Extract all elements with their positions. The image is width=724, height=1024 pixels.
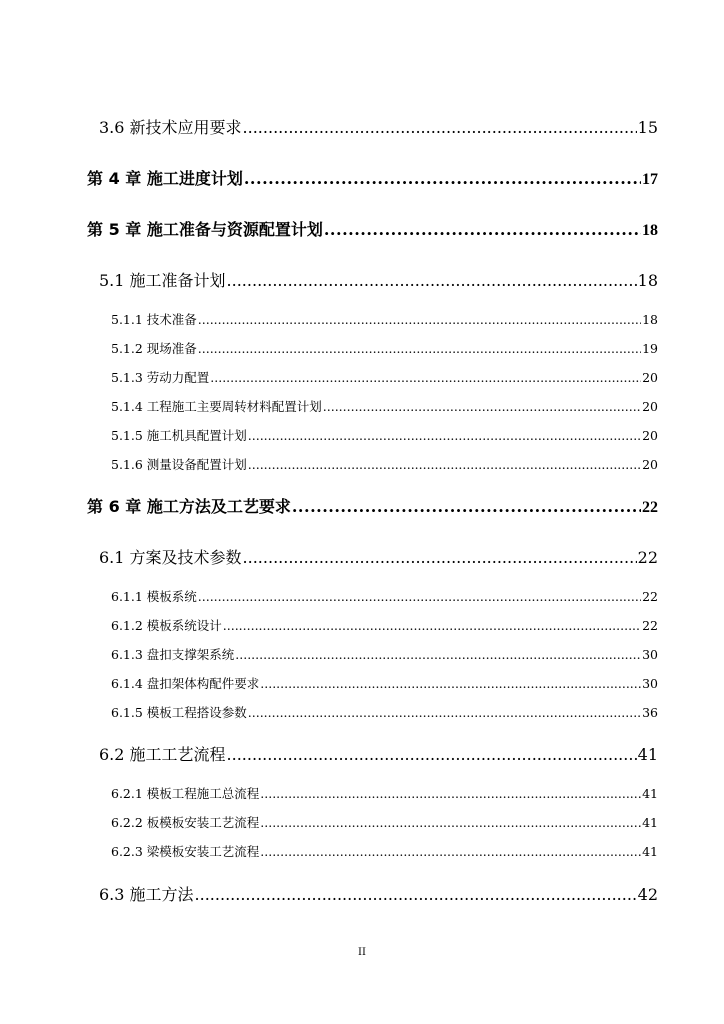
toc-entry-title: 5.1.3 劳动力配置 — [111, 370, 210, 385]
toc-chapter-entry[interactable] — [87, 166, 658, 189]
dot-leader — [223, 618, 641, 633]
page-number-footer: II — [358, 947, 366, 958]
toc-subentry[interactable] — [111, 842, 658, 860]
toc-entry-title: 6.2.1 模板工程施工总流程 — [111, 786, 260, 801]
dot-leader — [260, 676, 641, 691]
toc-entry-title: 第 6 章 施工方法及工艺要求 — [87, 497, 291, 516]
toc-entry-title: 3.6 新技术应用要求 — [99, 118, 242, 137]
toc-entry-title: 6.1.5 模板工程搭设参数 — [111, 705, 247, 720]
dot-leader — [260, 786, 641, 801]
toc-entry-title: 5.1.5 施工机具配置计划 — [111, 428, 247, 443]
dot-leader — [292, 497, 641, 516]
toc-entry-page: 30 — [642, 647, 658, 662]
dot-leader — [198, 589, 641, 604]
toc-entry-page: 36 — [642, 705, 658, 720]
toc-entry-page: 17 — [642, 171, 658, 188]
toc-entry-page: 18 — [642, 312, 658, 327]
dot-leader — [248, 705, 641, 720]
dot-leader — [248, 428, 641, 443]
dot-leader — [235, 647, 641, 662]
toc-subentry[interactable] — [111, 368, 658, 386]
toc-entry-title: 5.1.6 测量设备配置计划 — [111, 457, 247, 472]
dot-leader — [227, 745, 637, 764]
toc-entry-page: 22 — [642, 589, 658, 604]
dot-leader — [260, 815, 641, 830]
toc-entry-title: 6.1.3 盘扣支撑架系统 — [111, 647, 235, 662]
toc-entry-title: 5.1.4 工程施工主要周转材料配置计划 — [111, 399, 322, 414]
toc-chapter-entry[interactable] — [87, 494, 658, 517]
toc-subentry[interactable] — [111, 674, 658, 692]
dot-leader — [260, 844, 641, 859]
toc-subentry[interactable] — [111, 813, 658, 831]
toc-entry[interactable] — [99, 882, 658, 905]
dot-leader — [210, 370, 641, 385]
toc-subentry[interactable] — [111, 397, 658, 415]
toc-entry-page: 19 — [642, 341, 658, 356]
toc-entry-title: 6.2 施工工艺流程 — [99, 745, 226, 764]
toc-entry-page: 20 — [642, 370, 658, 385]
toc-entry-title: 第 5 章 施工准备与资源配置计划 — [87, 220, 323, 239]
toc-entry-title: 5.1.1 技术准备 — [111, 312, 197, 327]
dot-leader — [324, 220, 641, 239]
toc-entry-title: 6.1 方案及技术参数 — [99, 548, 242, 567]
toc-subentry[interactable] — [111, 310, 658, 328]
toc-entry-page: 41 — [642, 786, 658, 801]
toc-entry-title: 5.1 施工准备计划 — [99, 271, 226, 290]
toc-subentry[interactable] — [111, 616, 658, 634]
toc-entry-page: 20 — [642, 399, 658, 414]
dot-leader — [198, 341, 641, 356]
toc-subentry[interactable] — [111, 784, 658, 802]
toc-subentry[interactable] — [111, 645, 658, 663]
toc-entry[interactable] — [99, 545, 658, 568]
toc-entry-page: 18 — [637, 271, 658, 290]
toc-entry-title: 6.3 施工方法 — [99, 885, 194, 904]
toc-entry-page: 22 — [642, 499, 658, 516]
toc-entry-page: 20 — [642, 428, 658, 443]
toc-entry-title: 6.1.2 模板系统设计 — [111, 618, 222, 633]
toc-entry-title: 第 4 章 施工进度计划 — [87, 169, 243, 188]
toc-subentry[interactable] — [111, 339, 658, 357]
toc-entry-page: 30 — [642, 676, 658, 691]
toc-entry-page: 18 — [642, 222, 658, 239]
toc-entry-title: 6.2.3 梁模板安装工艺流程 — [111, 844, 260, 859]
toc-entry-title: 6.2.2 板模板安装工艺流程 — [111, 815, 260, 830]
dot-leader — [198, 312, 641, 327]
toc-entry-page: 42 — [637, 885, 658, 904]
toc-subentry[interactable] — [111, 455, 658, 473]
dot-leader — [248, 457, 641, 472]
dot-leader — [243, 118, 637, 137]
toc-entry-page: 41 — [642, 815, 658, 830]
toc-entry-page: 41 — [637, 745, 658, 764]
dot-leader — [243, 548, 637, 567]
toc-subentry[interactable] — [111, 426, 658, 444]
dot-leader — [195, 885, 637, 904]
dot-leader — [323, 399, 641, 414]
toc-entry-page: 20 — [642, 457, 658, 472]
toc-entry[interactable] — [99, 742, 658, 765]
toc-entry-title: 6.1.4 盘扣架体构配件要求 — [111, 676, 260, 691]
toc-entry-page: 22 — [637, 548, 658, 567]
toc-entry-title: 5.1.2 现场准备 — [111, 341, 197, 356]
toc-entry-page: 41 — [642, 844, 658, 859]
toc-entry[interactable] — [99, 115, 658, 138]
toc-entry-page: 22 — [642, 618, 658, 633]
toc-subentry[interactable] — [111, 703, 658, 721]
toc-entry-title: 6.1.1 模板系统 — [111, 589, 197, 604]
dot-leader — [244, 169, 641, 188]
toc-entry-page: 15 — [637, 118, 658, 137]
toc-subentry[interactable] — [111, 587, 658, 605]
toc-chapter-entry[interactable] — [87, 217, 658, 240]
dot-leader — [227, 271, 637, 290]
toc-entry[interactable] — [99, 268, 658, 291]
